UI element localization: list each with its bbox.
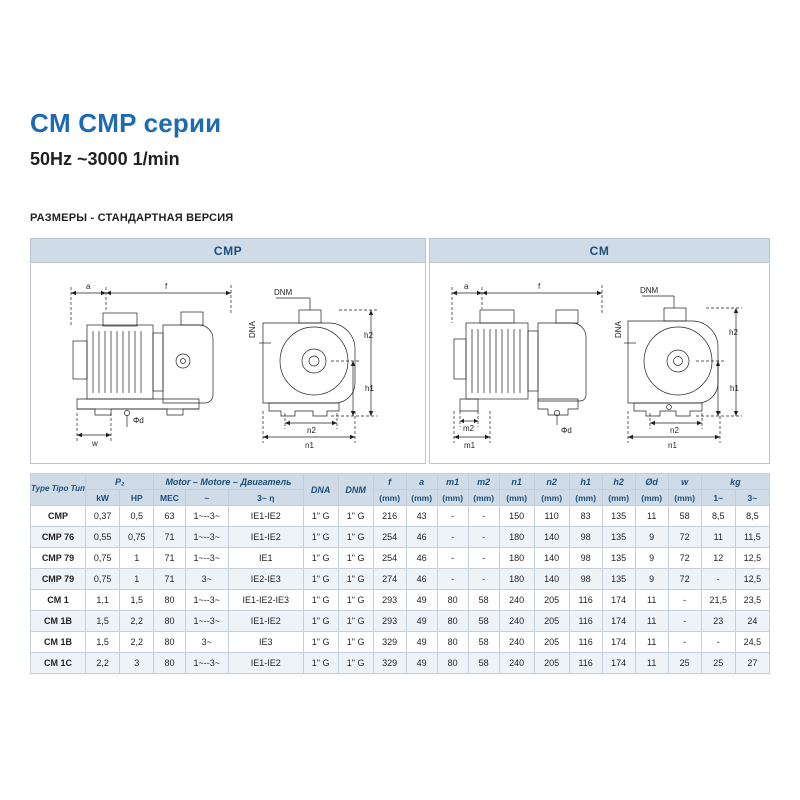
cell-mec: 80: [154, 653, 185, 674]
col-a: a: [406, 474, 437, 490]
cell-type: CM 1: [31, 590, 86, 611]
cell-h2: 174: [602, 653, 635, 674]
cell-hp: 1,5: [120, 590, 154, 611]
cell-h2: 135: [602, 548, 635, 569]
col-w: w: [668, 474, 701, 490]
col-m2: m2: [468, 474, 499, 490]
col-kw: kW: [86, 490, 120, 506]
col-h2-unit: (mm): [602, 490, 635, 506]
cell-h1: 83: [569, 506, 602, 527]
cell-h2: 174: [602, 632, 635, 653]
cell-type: CMP: [31, 506, 86, 527]
cell-dna: 1" G: [303, 506, 338, 527]
cell-mec: 71: [154, 548, 185, 569]
cell-a: 46: [406, 569, 437, 590]
cell-efficiency: IE1-IE2: [228, 611, 303, 632]
cell-od: 11: [635, 653, 668, 674]
cell-hp: 2,2: [120, 611, 154, 632]
cell-m1: -: [437, 569, 468, 590]
cell-dnm: 1" G: [338, 632, 373, 653]
cell-kw: 0,55: [86, 527, 120, 548]
cell-type: CMP 79: [31, 569, 86, 590]
cell-type: CM 1B: [31, 632, 86, 653]
table-row: [31, 590, 770, 611]
cell-m1: -: [437, 527, 468, 548]
cell-kw: 0,75: [86, 569, 120, 590]
cell-m1: -: [437, 506, 468, 527]
cell-h1: 116: [569, 611, 602, 632]
col-h2: h2: [602, 474, 635, 490]
panel-cm: [429, 238, 770, 464]
cell-n2: 205: [534, 590, 569, 611]
cell-f: 329: [373, 632, 406, 653]
cell-m1: 80: [437, 611, 468, 632]
cell-kw: 1,5: [86, 611, 120, 632]
cell-n2: 110: [534, 506, 569, 527]
cell-n1: 180: [499, 548, 534, 569]
cell-w: 72: [668, 548, 701, 569]
cell-hp: 0,75: [120, 527, 154, 548]
table-header-row-1: [31, 474, 770, 490]
cell-f: 293: [373, 611, 406, 632]
cell-h1: 116: [569, 632, 602, 653]
col-f: f: [373, 474, 406, 490]
cell-f: 293: [373, 590, 406, 611]
cell-kg-1ph: 12: [701, 548, 735, 569]
cell-a: 43: [406, 506, 437, 527]
cell-m2: -: [468, 527, 499, 548]
cmp-technical-drawing: [31, 263, 425, 463]
cell-f: 254: [373, 527, 406, 548]
col-f-unit: (mm): [373, 490, 406, 506]
cell-h1: 98: [569, 569, 602, 590]
cell-kg-1ph: 8,5: [701, 506, 735, 527]
cell-phase: 3~: [185, 569, 228, 590]
cell-m2: -: [468, 569, 499, 590]
col-dna: DNA: [303, 474, 338, 506]
cell-m2: 58: [468, 653, 499, 674]
cell-kg-3ph: 27: [735, 653, 769, 674]
cell-kw: 1,1: [86, 590, 120, 611]
cell-kg-1ph: 23: [701, 611, 735, 632]
cm-label-f: f: [538, 282, 541, 291]
cell-w: 25: [668, 653, 701, 674]
cell-kg-1ph: 25: [701, 653, 735, 674]
cell-efficiency: IE3: [228, 632, 303, 653]
col-phase: ~: [185, 490, 228, 506]
col-type: Type Tipo Тип: [31, 474, 86, 506]
cell-a: 49: [406, 653, 437, 674]
table-row: [31, 611, 770, 632]
cell-f: 329: [373, 653, 406, 674]
cell-a: 46: [406, 527, 437, 548]
cell-kw: 2,2: [86, 653, 120, 674]
cell-kw: 0,37: [86, 506, 120, 527]
col-mec: MEC: [154, 490, 185, 506]
panel-cm-title: CM: [430, 239, 769, 263]
cell-od: 11: [635, 632, 668, 653]
cell-n1: 240: [499, 632, 534, 653]
cell-n1: 240: [499, 590, 534, 611]
cell-efficiency: IE2-IE3: [228, 569, 303, 590]
table-row: [31, 506, 770, 527]
cell-m1: -: [437, 548, 468, 569]
cell-f: 274: [373, 569, 406, 590]
cell-dna: 1" G: [303, 653, 338, 674]
cell-phase: 1~--3~: [185, 506, 228, 527]
cell-hp: 3: [120, 653, 154, 674]
cmp-label-w: w: [92, 439, 98, 448]
cell-dna: 1" G: [303, 569, 338, 590]
cell-w: -: [668, 611, 701, 632]
cell-m2: -: [468, 506, 499, 527]
cell-h2: 174: [602, 590, 635, 611]
cell-kg-3ph: 24: [735, 611, 769, 632]
cm-technical-drawing: [430, 263, 769, 463]
cell-m1: 80: [437, 632, 468, 653]
cell-h2: 135: [602, 506, 635, 527]
cell-hp: 0,5: [120, 506, 154, 527]
cell-w: 72: [668, 527, 701, 548]
col-n2: n2: [534, 474, 569, 490]
cell-dnm: 1" G: [338, 653, 373, 674]
col-dnm: DNM: [338, 474, 373, 506]
cell-n2: 205: [534, 611, 569, 632]
cell-dna: 1" G: [303, 611, 338, 632]
cell-h1: 98: [569, 548, 602, 569]
col-w-unit: (mm): [668, 490, 701, 506]
col-efficiency: 3~ η: [228, 490, 303, 506]
table-row: [31, 569, 770, 590]
cell-n1: 180: [499, 527, 534, 548]
cell-h2: 135: [602, 527, 635, 548]
cell-efficiency: IE1: [228, 548, 303, 569]
cell-kg-1ph: 11: [701, 527, 735, 548]
cell-w: -: [668, 632, 701, 653]
col-hp: HP: [120, 490, 154, 506]
cm-label-h2: h2: [729, 328, 738, 337]
table-body: [31, 506, 770, 674]
cell-dna: 1" G: [303, 632, 338, 653]
page-title: CM CMP серии: [30, 108, 222, 138]
cell-od: 9: [635, 527, 668, 548]
cell-mec: 71: [154, 527, 185, 548]
cm-label-n1: n1: [668, 441, 677, 450]
cell-h1: 98: [569, 527, 602, 548]
cell-dna: 1" G: [303, 590, 338, 611]
col-h1: h1: [569, 474, 602, 490]
table-header: [31, 474, 770, 506]
cm-label-m1: m1: [464, 441, 476, 450]
page-subtitle: 50Hz ~3000 1/min: [30, 149, 180, 169]
panel-cmp: [30, 238, 426, 464]
col-od-unit: (mm): [635, 490, 668, 506]
col-h1-unit: (mm): [569, 490, 602, 506]
cell-od: 11: [635, 506, 668, 527]
cell-dnm: 1" G: [338, 548, 373, 569]
col-motor: Motor – Motore – Двигатель: [154, 474, 303, 490]
cell-n1: 240: [499, 653, 534, 674]
cell-type: CM 1B: [31, 611, 86, 632]
col-m1: m1: [437, 474, 468, 490]
cell-kw: 1,5: [86, 632, 120, 653]
table-row: [31, 653, 770, 674]
cell-n2: 140: [534, 548, 569, 569]
cell-phase: 1~--3~: [185, 611, 228, 632]
cmp-label-h1: h1: [365, 384, 374, 393]
cell-a: 49: [406, 590, 437, 611]
cell-n1: 240: [499, 611, 534, 632]
cell-phase: 1~--3~: [185, 527, 228, 548]
cm-label-h1: h1: [730, 384, 739, 393]
col-p2: P₂: [86, 474, 154, 490]
cell-kg-3ph: 11,5: [735, 527, 769, 548]
cell-m2: -: [468, 548, 499, 569]
cell-od: 11: [635, 590, 668, 611]
cell-type: CM 1C: [31, 653, 86, 674]
cell-mec: 63: [154, 506, 185, 527]
cell-od: 9: [635, 548, 668, 569]
col-kg: kg: [701, 474, 769, 490]
cell-kg-3ph: 24,5: [735, 632, 769, 653]
cell-hp: 1: [120, 548, 154, 569]
cell-hp: 2,2: [120, 632, 154, 653]
cm-label-dnm: DNM: [640, 286, 659, 295]
cell-kg-1ph: -: [701, 632, 735, 653]
cell-mec: 80: [154, 611, 185, 632]
cell-m2: 58: [468, 632, 499, 653]
cell-m2: 58: [468, 611, 499, 632]
cell-m2: 58: [468, 590, 499, 611]
cell-f: 216: [373, 506, 406, 527]
cm-label-n2: n2: [670, 426, 679, 435]
cell-h2: 135: [602, 569, 635, 590]
cell-n1: 180: [499, 569, 534, 590]
cell-phase: 3~: [185, 632, 228, 653]
col-m1-unit: (mm): [437, 490, 468, 506]
drawing-panels: [30, 238, 770, 464]
cell-kg-1ph: 21,5: [701, 590, 735, 611]
cmp-label-dnm: DNM: [274, 288, 293, 297]
cell-phase: 1~--3~: [185, 590, 228, 611]
cm-label-phi-d: Φd: [561, 426, 572, 435]
cell-mec: 80: [154, 590, 185, 611]
cell-a: 49: [406, 632, 437, 653]
cell-kg-3ph: 12,5: [735, 569, 769, 590]
cmp-label-f: f: [165, 282, 168, 291]
panel-cm-drawing: [430, 263, 769, 463]
cell-dna: 1" G: [303, 527, 338, 548]
cell-a: 49: [406, 611, 437, 632]
cell-mec: 80: [154, 632, 185, 653]
col-a-unit: (mm): [406, 490, 437, 506]
cm-label-m2: m2: [463, 424, 475, 433]
cell-type: CMP 76: [31, 527, 86, 548]
cell-dnm: 1" G: [338, 611, 373, 632]
panel-cmp-drawing: [31, 263, 425, 463]
cm-label-a: a: [464, 282, 469, 291]
table-header-row-2: [31, 490, 770, 506]
cm-label-dna: DNA: [614, 321, 623, 338]
cell-w: -: [668, 590, 701, 611]
cell-dnm: 1" G: [338, 590, 373, 611]
cell-efficiency: IE1-IE2: [228, 506, 303, 527]
cell-n2: 205: [534, 632, 569, 653]
cmp-label-dna: DNA: [248, 321, 257, 338]
cell-m1: 80: [437, 653, 468, 674]
cell-kg-3ph: 8,5: [735, 506, 769, 527]
panel-cmp-title: CMP: [31, 239, 425, 263]
cell-dnm: 1" G: [338, 527, 373, 548]
table-row: [31, 548, 770, 569]
cell-kg-3ph: 23,5: [735, 590, 769, 611]
cell-h2: 174: [602, 611, 635, 632]
cell-hp: 1: [120, 569, 154, 590]
cell-f: 254: [373, 548, 406, 569]
col-n2-unit: (mm): [534, 490, 569, 506]
cell-dnm: 1" G: [338, 506, 373, 527]
section-label: РАЗМЕРЫ - СТАНДАРТНАЯ ВЕРСИЯ: [30, 212, 234, 224]
cell-w: 58: [668, 506, 701, 527]
cmp-label-phi-d: Φd: [133, 416, 144, 425]
cell-efficiency: IE1-IE2: [228, 527, 303, 548]
cell-dnm: 1" G: [338, 569, 373, 590]
cell-h1: 116: [569, 653, 602, 674]
cell-kw: 0,75: [86, 548, 120, 569]
cell-od: 9: [635, 569, 668, 590]
col-n1-unit: (mm): [499, 490, 534, 506]
cell-n2: 140: [534, 569, 569, 590]
cell-type: CMP 79: [31, 548, 86, 569]
cell-n1: 150: [499, 506, 534, 527]
col-kg-1ph: 1~: [701, 490, 735, 506]
cell-kg-3ph: 12,5: [735, 548, 769, 569]
cell-phase: 1~--3~: [185, 548, 228, 569]
table-row: [31, 632, 770, 653]
col-kg-3ph: 3~: [735, 490, 769, 506]
cmp-label-n2: n2: [307, 426, 316, 435]
cell-phase: 1~--3~: [185, 653, 228, 674]
cmp-label-h2: h2: [364, 331, 373, 340]
cell-h1: 116: [569, 590, 602, 611]
col-od: Ød: [635, 474, 668, 490]
cell-w: 72: [668, 569, 701, 590]
cell-kg-1ph: -: [701, 569, 735, 590]
cell-n2: 140: [534, 527, 569, 548]
cell-a: 46: [406, 548, 437, 569]
col-m2-unit: (mm): [468, 490, 499, 506]
cell-od: 11: [635, 611, 668, 632]
specifications-table: [30, 473, 770, 674]
table-row: [31, 527, 770, 548]
col-n1: n1: [499, 474, 534, 490]
cell-m1: 80: [437, 590, 468, 611]
cell-efficiency: IE1-IE2: [228, 653, 303, 674]
cmp-label-n1: n1: [305, 441, 314, 450]
cell-dna: 1" G: [303, 548, 338, 569]
cell-n2: 205: [534, 653, 569, 674]
cmp-label-a: a: [86, 282, 91, 291]
cell-efficiency: IE1-IE2-IE3: [228, 590, 303, 611]
cell-mec: 71: [154, 569, 185, 590]
